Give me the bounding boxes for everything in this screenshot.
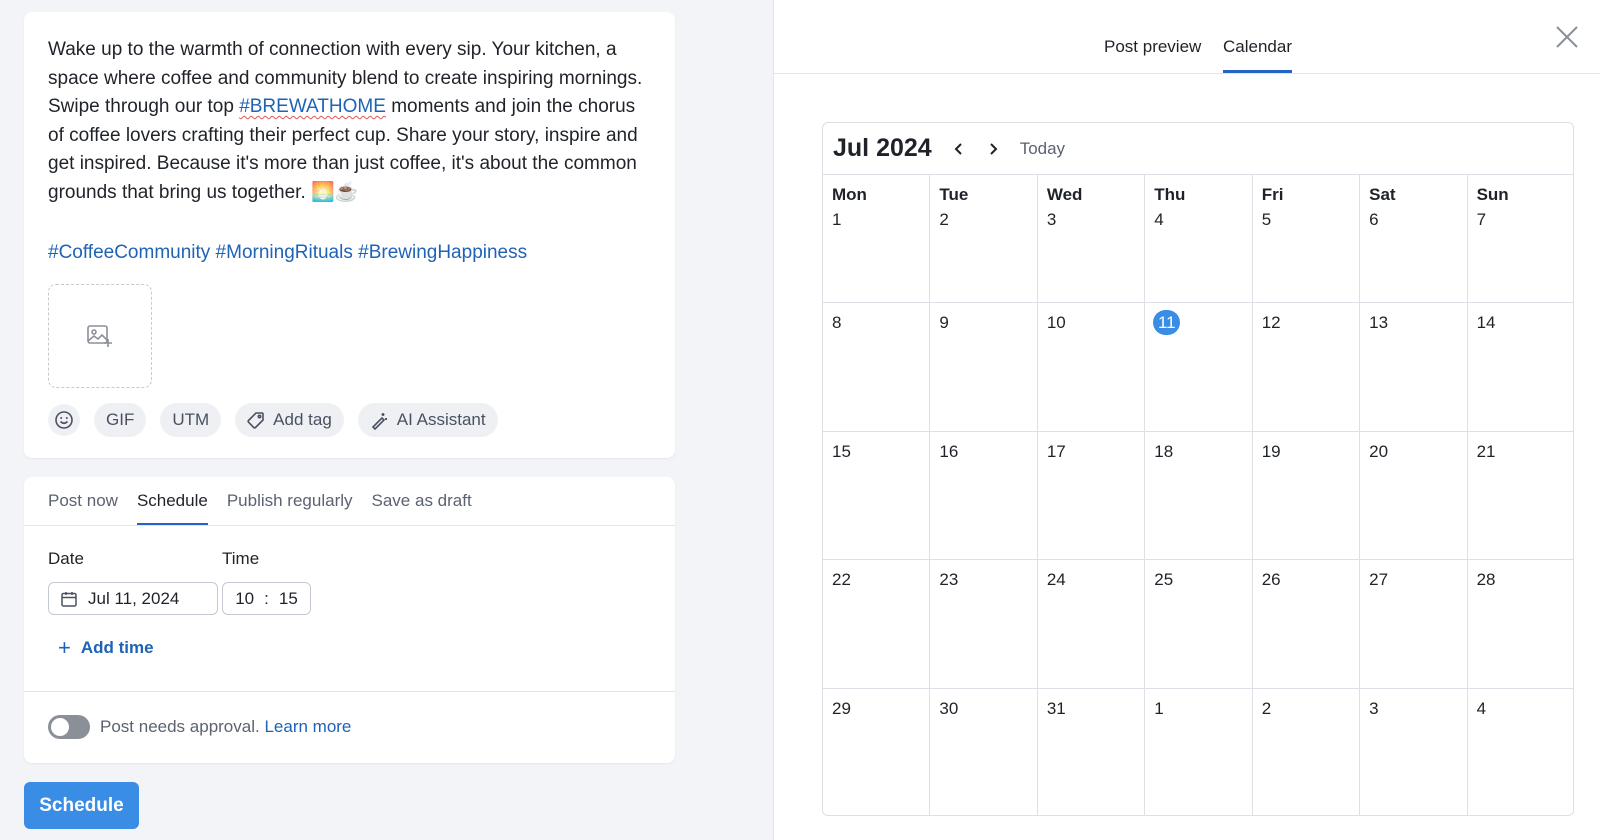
time-input[interactable] <box>222 582 311 615</box>
composer-panel <box>0 0 773 840</box>
weekday-label: Sat <box>1369 185 1396 204</box>
time-separator: : <box>264 588 269 608</box>
calendar-icon <box>60 590 78 608</box>
day-number: 14 <box>1476 313 1496 333</box>
divider <box>24 691 675 692</box>
add-media-button[interactable] <box>48 284 152 388</box>
weekday-label: Wed <box>1046 185 1083 204</box>
calendar-day-cell[interactable] <box>1468 432 1574 560</box>
day-number: 2 <box>1261 698 1272 718</box>
day-number: 2 <box>939 210 949 229</box>
day-number: 26 <box>1261 570 1281 590</box>
learn-more-link[interactable]: Learn more <box>264 717 352 736</box>
ai-assistant-button[interactable] <box>358 403 498 437</box>
calendar-day-cell[interactable] <box>823 432 930 560</box>
calendar-day-cell[interactable] <box>1253 175 1360 303</box>
composer-toolbar <box>48 403 498 437</box>
calendar-day-cell[interactable] <box>1145 175 1252 303</box>
approval-text <box>100 717 351 737</box>
calendar-day-cell[interactable] <box>1253 432 1360 560</box>
schedule-button[interactable]: Schedule <box>24 782 139 829</box>
calendar-day-cell[interactable] <box>930 303 1037 431</box>
calendar-day-cell[interactable] <box>930 560 1037 688</box>
calendar-day-cell[interactable] <box>1253 303 1360 431</box>
post-editor-card <box>24 12 675 458</box>
tab-post-preview[interactable]: Post preview <box>1104 37 1202 56</box>
calendar-day-cell[interactable] <box>1253 689 1360 816</box>
divider <box>24 525 675 526</box>
tab-save-as-draft[interactable]: Save as draft <box>371 491 472 510</box>
calendar-day-cell[interactable] <box>1360 303 1467 431</box>
gif-button[interactable]: GIF <box>94 403 146 437</box>
add-tag-label: Add tag <box>273 410 332 429</box>
day-number: 10 <box>1046 313 1066 333</box>
month-label: Jul 2024 <box>833 134 932 162</box>
next-month-button[interactable] <box>986 142 1000 156</box>
day-number: 25 <box>1154 570 1174 590</box>
calendar-grid <box>823 175 1574 816</box>
day-number: 1 <box>1154 698 1164 718</box>
calendar-day-cell[interactable] <box>930 175 1037 303</box>
emoji-button[interactable] <box>48 404 80 436</box>
calendar-day-cell[interactable] <box>1468 175 1574 303</box>
calendar-day-cell[interactable] <box>1253 560 1360 688</box>
post-text-part: Wake up to the warmth of connection with every sip. Your kitchen, a space where coffee and community blend to create inspiring mornings. Swipe through our top <box>48 39 648 117</box>
day-number: 3 <box>1369 698 1379 718</box>
tab-publish-regularly[interactable]: Publish regularly <box>226 491 353 510</box>
tag-icon <box>247 411 265 429</box>
day-number: 4 <box>1476 698 1487 718</box>
add-time-button[interactable] <box>58 637 154 659</box>
calendar-day-cell[interactable] <box>1360 560 1467 688</box>
day-number: 24 <box>1046 570 1066 590</box>
day-number: 17 <box>1046 441 1066 461</box>
calendar-day-cell[interactable] <box>930 432 1037 560</box>
calendar-day-cell[interactable] <box>823 560 930 688</box>
day-number: 16 <box>939 441 959 461</box>
calendar-day-cell[interactable] <box>1145 560 1252 688</box>
calendar <box>822 122 1574 816</box>
day-number: 15 <box>832 441 851 461</box>
calendar-day-cell[interactable] <box>1360 432 1467 560</box>
day-number: 4 <box>1154 210 1164 229</box>
calendar-day-cell[interactable] <box>1468 303 1574 431</box>
day-number: 5 <box>1261 210 1272 229</box>
day-number: 20 <box>1369 441 1389 461</box>
weekday-label: Thu <box>1154 185 1186 204</box>
day-number: 1 <box>832 210 842 229</box>
day-number: 23 <box>939 570 959 590</box>
calendar-day-cell[interactable] <box>1038 303 1145 431</box>
calendar-day-cell[interactable] <box>1145 689 1252 816</box>
post-text[interactable] <box>48 36 648 207</box>
day-number: 13 <box>1369 313 1389 333</box>
day-number: 18 <box>1154 441 1174 461</box>
tab-calendar[interactable]: Calendar <box>1223 37 1292 73</box>
calendar-day-cell[interactable] <box>1468 560 1574 688</box>
post-hashtags[interactable]: #CoffeeCommunity #MorningRituals #BrewingHappiness <box>48 242 528 263</box>
day-number: 29 <box>832 698 851 718</box>
weekday-label: Fri <box>1261 185 1284 204</box>
calendar-day-cell[interactable] <box>1360 689 1467 816</box>
toggle-knob <box>51 718 69 736</box>
day-number: 12 <box>1261 313 1281 333</box>
close-icon[interactable] <box>1554 24 1580 50</box>
day-number: 30 <box>939 698 959 718</box>
weekday-label: Mon <box>832 185 867 204</box>
calendar-day-cell[interactable] <box>1468 689 1574 816</box>
day-number: 27 <box>1369 570 1389 590</box>
post-text-part: moments and join the chorus of coffee lovers crafting their perfect cup. Share your story, inspire and get inspired. Because it's more than just coffee, it's about the common grounds that bring us together. 🌅☕ <box>48 96 643 203</box>
calendar-day-cell[interactable] <box>1145 432 1252 560</box>
tab-schedule[interactable]: Schedule <box>137 477 208 526</box>
calendar-day-cell[interactable] <box>823 303 930 431</box>
today-button[interactable]: Today <box>1019 138 1066 158</box>
approval-label: Post needs approval. <box>100 717 260 736</box>
day-number: 9 <box>939 313 949 333</box>
day-number: 6 <box>1369 210 1379 229</box>
day-number: 7 <box>1476 210 1487 229</box>
calendar-day-cell[interactable] <box>823 175 930 303</box>
time-label: Time <box>222 549 260 568</box>
plus-icon: + <box>58 635 71 660</box>
calendar-day-cell[interactable] <box>1145 303 1252 431</box>
schedule-card <box>24 477 675 763</box>
tab-post-now[interactable]: Post now <box>48 491 118 510</box>
calendar-day-cell[interactable] <box>1360 175 1467 303</box>
magic-wand-icon <box>370 411 389 430</box>
day-number: 31 <box>1046 698 1066 718</box>
weekday-label: Tue <box>939 185 969 204</box>
preview-panel <box>773 0 1600 840</box>
add-image-icon <box>86 323 114 349</box>
day-number: 8 <box>832 313 842 333</box>
day-number: 22 <box>832 570 851 590</box>
preview-tabs <box>774 0 1600 74</box>
utm-button[interactable]: UTM <box>160 403 221 437</box>
day-number: 28 <box>1476 570 1496 590</box>
add-tag-button[interactable] <box>235 403 344 437</box>
day-number: 3 <box>1046 210 1057 229</box>
prev-month-button[interactable] <box>952 142 966 156</box>
day-number: 21 <box>1476 441 1496 461</box>
selected-day-number: 11 <box>1153 310 1180 335</box>
date-value: Jul 11, 2024 <box>88 588 180 608</box>
calendar-day-cell[interactable] <box>1038 432 1145 560</box>
calendar-header <box>823 123 1573 175</box>
weekday-label: Sun <box>1476 185 1509 204</box>
time-minute[interactable]: 15 <box>278 588 298 608</box>
calendar-day-cell[interactable] <box>1038 689 1145 816</box>
calendar-day-cell[interactable] <box>1038 175 1145 303</box>
smiley-icon <box>54 410 74 430</box>
chevron-right-icon <box>988 142 998 156</box>
calendar-day-cell[interactable] <box>930 689 1037 816</box>
publish-mode-tabs <box>48 477 472 526</box>
add-time-label: Add time <box>80 638 154 657</box>
date-picker-field[interactable] <box>48 582 218 615</box>
chevron-left-icon <box>954 142 964 156</box>
calendar-day-cell[interactable] <box>823 689 930 816</box>
time-hour[interactable]: 10 <box>235 588 255 608</box>
date-label: Date <box>48 549 84 568</box>
hashtag-link[interactable]: #BREWATHOME <box>239 96 386 117</box>
ai-assistant-label: AI Assistant <box>396 410 486 429</box>
approval-toggle[interactable] <box>48 715 90 739</box>
day-number: 19 <box>1261 441 1281 461</box>
calendar-day-cell[interactable] <box>1038 560 1145 688</box>
